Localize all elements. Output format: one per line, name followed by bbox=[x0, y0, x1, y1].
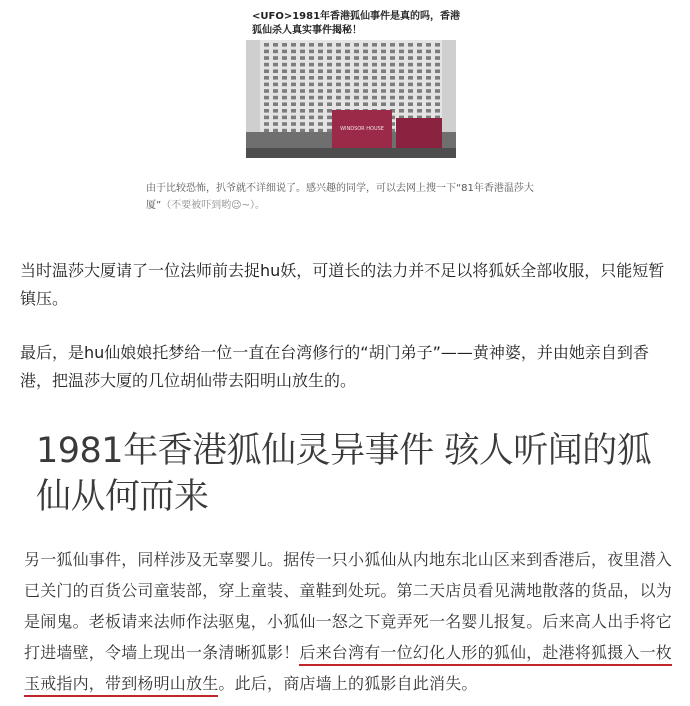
building-illustration bbox=[246, 40, 456, 158]
caption-main: 由于比较恐怖，扒爷就不详细说了。感兴趣的同学，可以去网上搜一下“81年香港温莎大厦” bbox=[146, 183, 534, 211]
card-title: <UFO>1981年香港狐仙事件是真的吗，香港狐仙杀人真实事件揭秘！ bbox=[252, 11, 461, 36]
underlined-text: 后来台湾有一位幻化人形的狐仙，赴港将狐摄入一枚玉戒指内，带到杨明山放生 bbox=[24, 643, 672, 697]
building-photo bbox=[246, 40, 456, 158]
body-text-before: 另一狐仙事件，同样涉及无辜婴儿。据传一只小狐仙从内地东北山区来到香港后，夜里潜入已关门的百货公司童装部，穿上童装、童鞋到处玩。第二天店员看见满地散落的货品，以为是闹鬼。老板请来法师作法驱鬼，小狐仙一怒之下竟弄死一名婴儿报复。后来高人出手将它打进墙壁，令墙上现出一条清晰狐影！ bbox=[24, 550, 673, 662]
photo-sign: WINDSOR HOUSE bbox=[340, 126, 384, 132]
article-paragraph-1: 当时温莎大厦请了一位法师前去捉hu妖，可道长的法力并不足以将狐妖全部收服，只能短暂镇压。 bbox=[20, 261, 665, 308]
photo-caption bbox=[146, 180, 566, 214]
screenshot-body bbox=[24, 544, 680, 699]
screenshot-headline: 1981年香港狐仙灵异事件 骇人听闻的狐仙从何而来 bbox=[36, 431, 652, 517]
body-text-after: 。此后，商店墙上的狐影自此消失。 bbox=[218, 674, 478, 693]
article-paragraph-2: 最后，是hu仙娘娘托梦给一位一直在台湾修行的“胡门弟子”——黄神婆，并由她亲自到香港，把温莎大厦的几位胡仙带去阳明山放生的。 bbox=[20, 343, 649, 390]
caption-note: （不要被吓到哟😉~）。 bbox=[161, 200, 265, 211]
